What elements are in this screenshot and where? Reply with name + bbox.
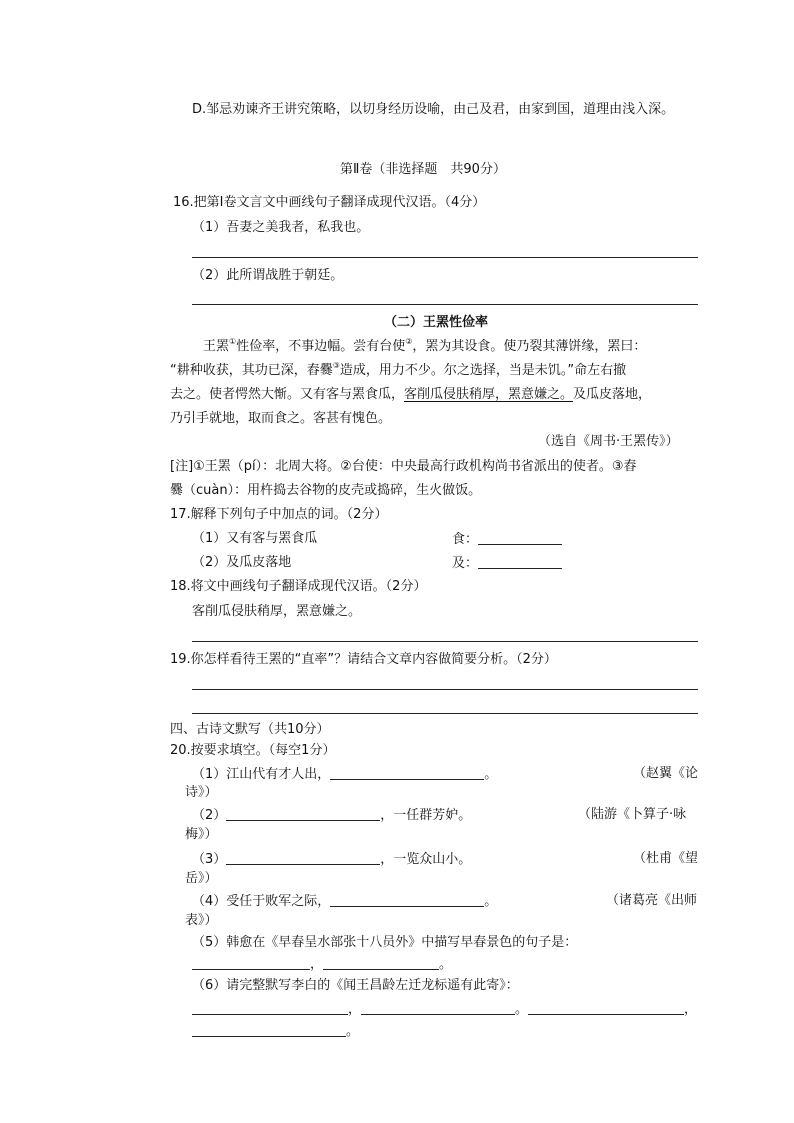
passage-text: 造成，用力不少。尔之选择，当是未饥。”命左右撤 (339, 363, 627, 378)
q20-item1-end: 。 (484, 767, 498, 782)
footnote-marker: ② (405, 337, 413, 346)
q20-item6-period-2: 。 (346, 1024, 360, 1039)
passage-source: （选自《周书·王罴传》） (538, 434, 679, 449)
passage-text: 性俭率，不事边幅。尝有台使 (236, 339, 406, 354)
q16-item1: （1）吾妻之美我者，私我也。 (192, 220, 370, 235)
q17-item1-blank[interactable] (478, 530, 562, 545)
note-line-1: [注]①王罴（pí）：北周大将。②台使：中央最高行政机构尚书省派出的使者。③舂 (170, 459, 637, 474)
q20-stem: 20.按要求填空。（每空1分） (170, 743, 336, 758)
q20-item2-source-a: （陆游《卜算子·咏 (578, 807, 687, 822)
q20-item1-source-a: （赵翼《论 (633, 766, 699, 781)
q20-item5-end: 。 (439, 957, 453, 972)
q18-sentence: 客削瓜侵肤稍厚，罴意嫌之。 (192, 604, 362, 619)
passage-line-3 (170, 386, 651, 404)
passage-title: （二）王罴性俭率 (384, 315, 489, 330)
q17-item2-word: 及： (452, 556, 479, 571)
q20-item6-answer-row-1 (192, 1000, 697, 1019)
q20-item5-answer (192, 955, 452, 974)
q17-item2: （2）及瓜皮落地 (192, 555, 292, 570)
q16-stem: 16.把第Ⅰ卷文言文中画线句子翻译成现代汉语。（4分） (173, 195, 486, 210)
q16-answer-line-2 (192, 304, 698, 305)
passage-line-4: 乃引手就地，取而食之。客甚有愧色。 (170, 411, 392, 426)
q17-item1: （1）又有客与罴食瓜 (192, 531, 318, 546)
q20-item6-blank-2[interactable] (361, 1000, 515, 1015)
q20-item2 (192, 806, 471, 825)
q17-item1-answer (452, 530, 562, 549)
q20-item1 (192, 765, 497, 784)
q19-stem: 19.你怎样看待王罴的“直率”？请结合文章内容做简要分析。（2分） (170, 652, 557, 667)
passage-text: 去之。使者愕然大惭。又有客与罴食瓜， (170, 387, 405, 402)
q20-item5-blank-2[interactable] (323, 955, 439, 970)
q20-item2-source-b: 梅》） (185, 827, 218, 842)
q20-item6-comma-1: ， (348, 1002, 362, 1017)
underlined-sentence: 客削瓜侵肤稍厚，罴意嫌之。 (404, 387, 574, 402)
q20-item5-stem: （5）韩愈在《早春呈水部张十八员外》中描写早春景色的句子是： (192, 935, 578, 950)
q19-answer-line-2 (192, 713, 698, 714)
q20-item4-text: （4）受任于败军之际， (192, 894, 331, 909)
footnote-marker: ③ (332, 361, 340, 370)
section2-title: 第Ⅱ卷（非选择题 共90分） (340, 162, 506, 177)
passage-line-1 (203, 338, 646, 356)
q20-item4-end: 。 (484, 894, 498, 909)
passage-text: 王罴 (203, 339, 230, 354)
q20-item3-source-a: （杜甫《望 (633, 851, 699, 866)
q20-item2-end: ，一任群芳妒。 (380, 808, 472, 823)
q18-answer-line (192, 641, 698, 642)
passage-text: 及瓜皮落地， (573, 387, 652, 402)
q20-item6-period-1: 。 (515, 1002, 529, 1017)
q18-stem: 18.将文中画线句子翻译成现代汉语。（2分） (170, 579, 427, 594)
passage-text: “耕种收获，其功已深，舂爨 (170, 363, 333, 378)
q20-item1-source-b: 诗》） (185, 785, 218, 800)
q20-item6-stem: （6）请完整默写李白的《闻王昌龄左迁龙标遥有此寄》： (192, 978, 519, 993)
q17-stem: 17.解释下列句子中加点的词。（2分） (170, 507, 388, 522)
q20-item6-blank-4[interactable] (192, 1022, 346, 1037)
q16-answer-line-1 (192, 257, 698, 258)
q20-item2-text: （2） (192, 808, 227, 823)
q15-option-d: D.邹忌劝谏齐王讲究策略，以切身经历设喻，由己及君，由家到国，道理由浅入深。 (192, 102, 675, 117)
q20-item3-text: （3） (192, 852, 227, 867)
note-line-2: 爨（cuàn）：用杵捣去谷物的皮壳或捣碎，生火做饭。 (170, 483, 482, 498)
q17-item2-blank[interactable] (478, 554, 562, 569)
q20-item6-blank-3[interactable] (528, 1000, 684, 1015)
q20-item4-source-b: 表》） (185, 913, 218, 928)
q20-item4-source-a: （诸葛亮《出师 (606, 893, 698, 908)
q20-item5-comma: ， (310, 957, 324, 972)
q20-item4-blank[interactable] (330, 892, 484, 907)
q20-item1-blank[interactable] (330, 765, 484, 780)
q20-item6-answer-row-2 (192, 1022, 359, 1041)
q20-item5-blank-1[interactable] (192, 955, 310, 970)
q20-item6-comma-2: ， (684, 1002, 698, 1017)
q20-item3 (192, 850, 471, 869)
passage-line-2 (170, 362, 626, 380)
section4-title: 四、古诗文默写（共10分） (170, 722, 330, 737)
q20-item1-text: （1）江山代有才人出， (192, 767, 331, 782)
q16-item2: （2）此所谓战胜于朝廷。 (192, 268, 344, 283)
q20-item2-blank[interactable] (226, 806, 380, 821)
q19-answer-line-1 (192, 689, 698, 690)
q20-item3-end: ，一览众山小。 (380, 852, 472, 867)
q17-item1-word: 食： (452, 532, 479, 547)
passage-text: ，罴为其设食。使乃裂其薄饼缘，罴曰： (412, 339, 647, 354)
footnote-marker: ① (229, 337, 237, 346)
q20-item4 (192, 892, 497, 911)
q20-item6-blank-1[interactable] (192, 1000, 348, 1015)
q20-item3-blank[interactable] (226, 850, 380, 865)
q17-item2-answer (452, 554, 562, 573)
q20-item3-source-b: 岳》） (185, 871, 218, 886)
